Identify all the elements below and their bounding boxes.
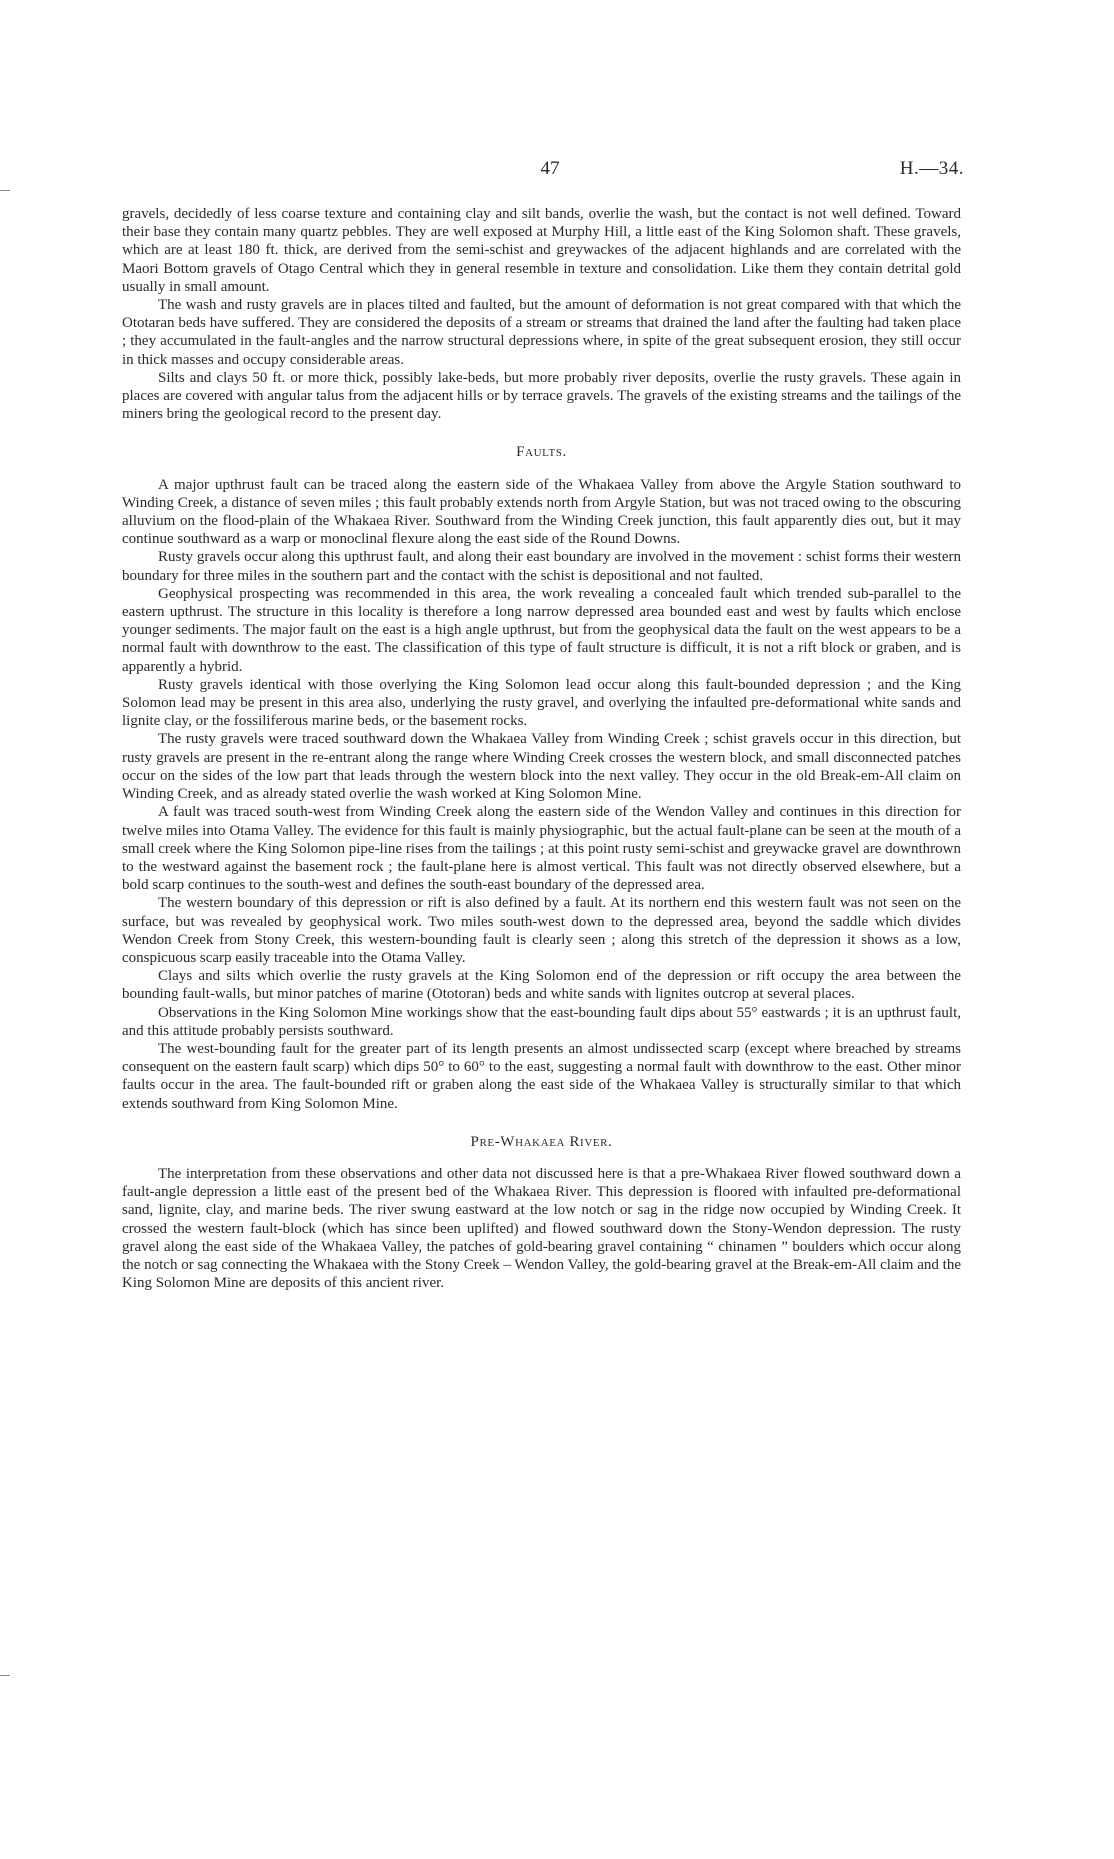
paragraph: gravels, decidedly of less coarse texture and containing clay and silt bands, overlie the wash, but the contact is not well defined. Toward their base they contain many quartz pebbles. They are well exposed at Murphy Hill, a little east of the King Solomon shaft. These gravels, which are at least 180 ft. thick, are derived from the semi-schist and greywackes of the adjacent highlands and are correlated with the Maori Bottom gravels of Otago Central which they in general resemble in texture and consolidation. Like them they contain detrital gold usually in small amount. [122,206,961,295]
paragraph: Observations in the King Solomon Mine workings show that the east-bounding fault dips about 55° eastwards ; it is an upthrust fault, and this attitude probably persists southward. [122,1004,961,1039]
paragraph: The interpretation from these observations and other data not discussed here is that a pre-Whakaea River flowed southward down a fault-angle depression a little east of the present bed of the Whakaea River. This depression is floored with infaulted pre-deformational sand, lignite, clay, and marine beds. The river swung eastward at the low notch or sag in the ridge now occupied by Winding Creek. It crossed the western fault-block (which has since been uplifted) and flowed southward down the Stony-Wendon depression. The rusty gravel along the east side of the Whakaea Valley, the patches of gold-bearing gravel containing “ chinamen ” boulders which occur along the notch or sag connecting the Whakaea with the Stony Creek – Wendon Valley, the gold-bearing gravel at the Break-em-All claim and the King Solomon Mine are deposits of this ancient river. [122,1165,961,1292]
margin-tick-mark [0,190,10,191]
paragraph: The west-bounding fault for the greater part of its length presents an almost undissected scarp (except where breached by streams consequent on the eastern fault scarp) which dips 50° to 60° to the east, suggesting a normal fault with downthrow to the east. Other minor faults occur in the area. The fault-bounded rift or graben along the east side of the Whakaea Valley is structurally similar to that which extends southward from King Solomon Mine. [122,1040,961,1112]
paragraph: Clays and silts which overlie the rusty gravels at the King Solomon end of the depression or rift occupy the area between the bounding fault-walls, but minor patches of marine (Ototoran) beds and white sands with lignites outcrop at several places. [122,968,961,1003]
paragraph: The rusty gravels were traced southward down the Whakaea Valley from Winding Creek ; schist gravels occur in this direction, but rusty gravels are present in the re-entrant along the range where Winding Creek crosses the western block, and small disconnected patches occur on the sides of the low part that leads through the western block into the next valley. They occur in the old Break-em-All claim on Winding Creek, and as already stated overlie the wash worked at King Solomon Mine. [122,731,961,803]
section-heading-faults: Faults. [516,444,567,461]
paragraph: The wash and rusty gravels are in places tilted and faulted, but the amount of deformation is not great compared with that which the Ototaran beds have suffered. They are considered the deposits of a stream or streams that drained the land after the faulting had taken place ; they accumulated in the fault-angles and the narrow structural depressions where, in spite of the great subsequent erosion, they still occur in thick masses and occupy considerable areas. [122,297,961,368]
section-heading-pre-whakaea-river: Pre-Whakaea River. [470,1133,613,1150]
document-code: H.—34. [899,158,964,179]
paragraph: A fault was traced south-west from Winding Creek along the eastern side of the Wendon Valley and continues in this direction for twelve miles into Otama Valley. The evidence for this fault is mainly physiographic, but the actual fault-plane can be seen at the mouth of a small creek where the King Solomon pipe-line rises from the tailings ; at this point rusty semi-schist and greywacke gravel are downthrown to the westward against the basement rock ; the fault-plane here is almost vertical. This fault was not directly observed elsewhere, but a bold scarp continues to the south-west and defines the south-east boundary of the depressed area. [122,804,961,894]
page-number: 47 [540,158,560,179]
paragraph: Rusty gravels occur along this upthrust fault, and along their east boundary are involved in the movement : schist forms their western boundary for three miles in the southern part and the contact with the schist is depositional and not faulted. [122,549,961,584]
paragraph: Silts and clays 50 ft. or more thick, possibly lake-beds, but more probably river deposits, overlie the rusty gravels. These again in places are covered with angular talus from the adjacent hills or by terrace gravels. The gravels of the existing streams and the tailings of the miners bring the geological record to the present day. [122,369,961,423]
margin-tick-mark [0,1675,10,1676]
page-body [122,205,961,1292]
paragraph: Geophysical prospecting was recommended in this area, the work revealing a concealed fault which trended sub-parallel to the eastern upthrust. The structure in this locality is therefore a long narrow depressed area bounded east and west by faults which enclose younger sediments. The major fault on the east is a high angle upthrust, but from the geophysical data the fault on the west appears to be a normal fault with downthrow to the east. The classification of this type of fault structure is difficult, it is not a rift block or graben, and is apparently a hybrid. [122,585,961,675]
paragraph: The western boundary of this depression or rift is also defined by a fault. At its northern end this western fault was not seen on the surface, but was revealed by geophysical work. Two miles south-west down to the depressed area, beyond the saddle which divides Wendon Creek from Stony Creek, this western-bounding fault is clearly seen ; along this stretch of the depression it shows as a low, conspicuous scarp easily traceable into the Otama Valley. [122,895,961,966]
paragraph: Rusty gravels identical with those overlying the King Solomon lead occur along this fault-bounded depression ; and the King Solomon lead may be present in this area also, underlying the rusty gravel, and overlying the infaulted pre-deformational white sands and lignite clay, or the fossiliferous marine beds, or the basement rocks. [122,676,961,730]
paragraph: A major upthrust fault can be traced along the eastern side of the Whakaea Valley from above the Argyle Station southward to Winding Creek, a distance of seven miles ; this fault probably extends north from Argyle Station, but was not traced owing to the obscuring alluvium on the flood-plain of the Whakaea River. Southward from the Winding Creek junction, this fault apparently dies out, but it may continue southward as a warp or monoclinal flexure along the east side of the Round Downs. [122,476,961,548]
